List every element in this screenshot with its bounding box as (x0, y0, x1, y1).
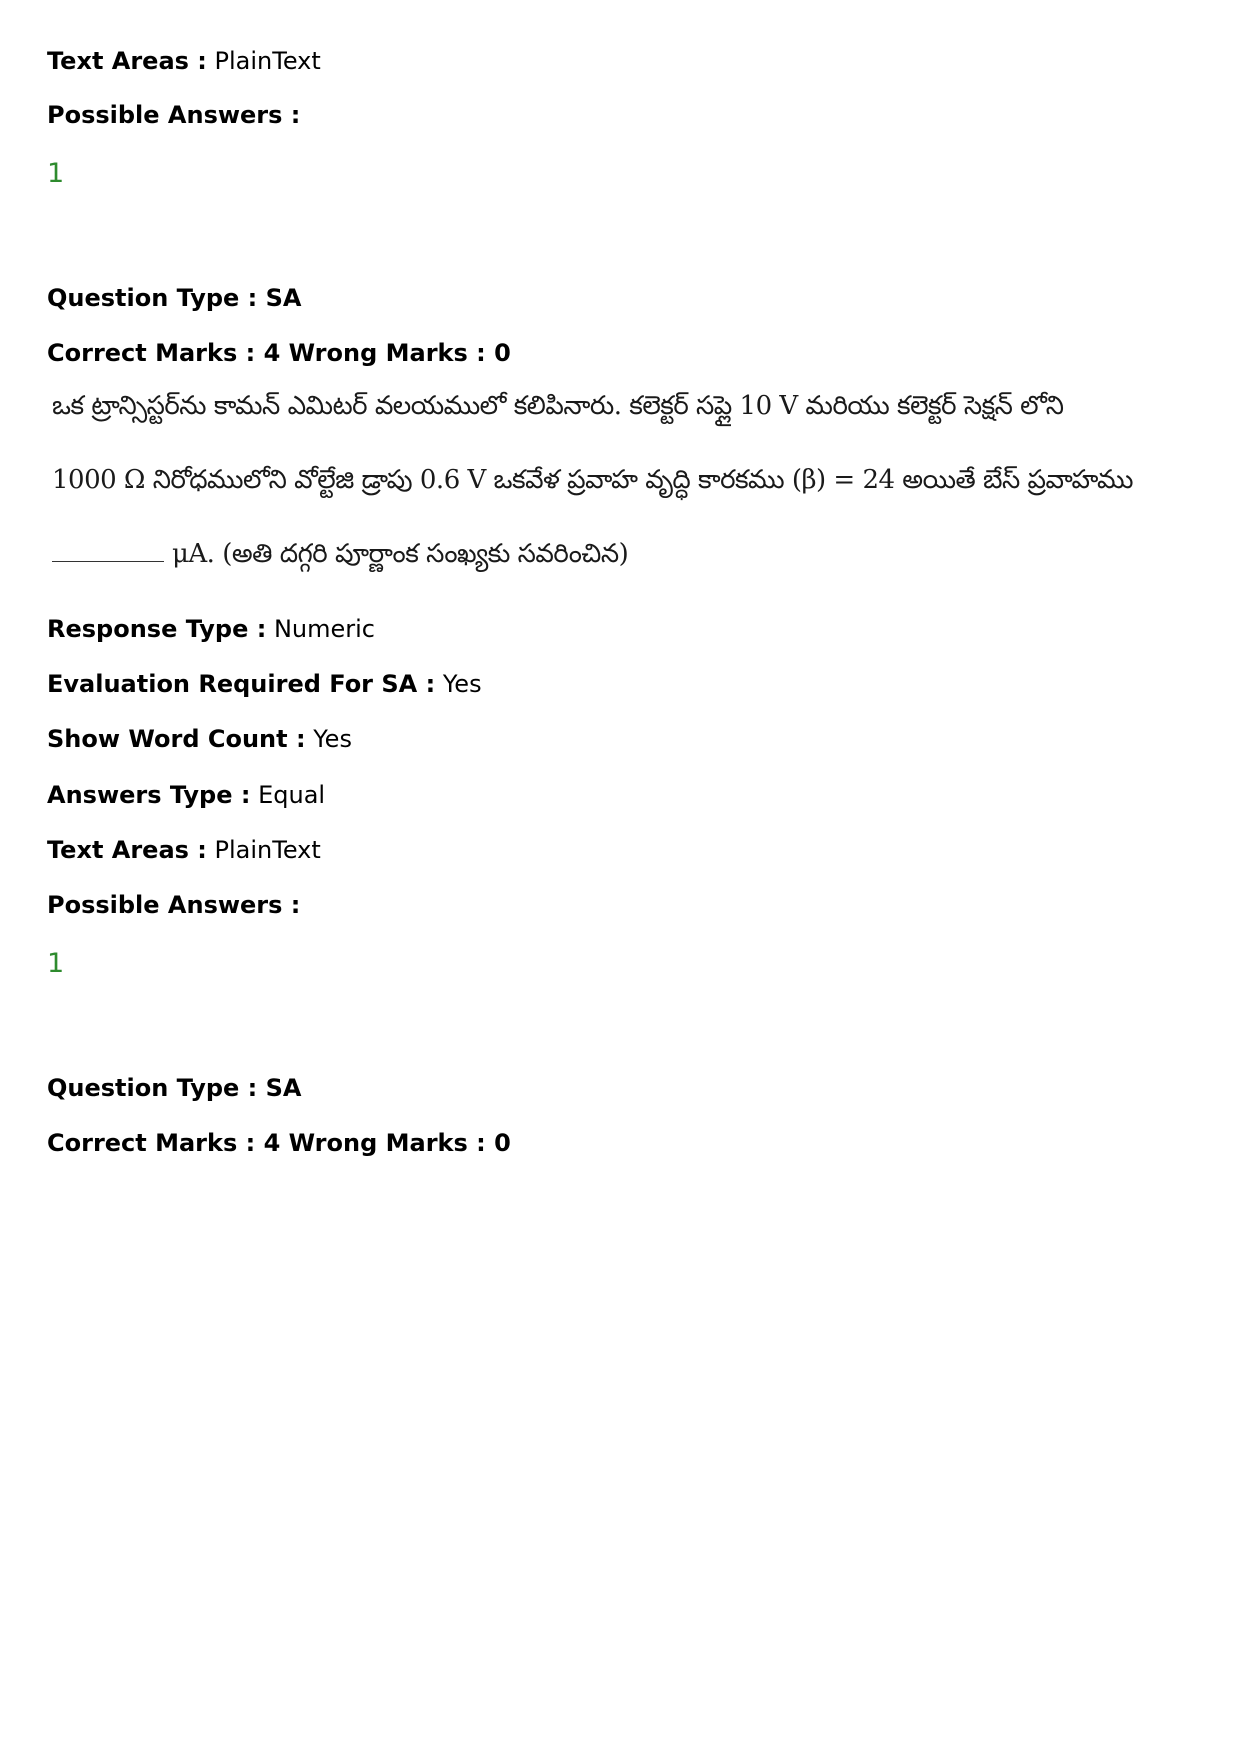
evaluation-label: Evaluation Required For SA : (47, 670, 436, 698)
answer-blank (52, 561, 164, 562)
text-areas-row (47, 46, 321, 76)
response-type-row (47, 614, 375, 644)
next-question-type-label: Question Type : SA (47, 1074, 302, 1102)
answers-type-value: Equal (258, 781, 326, 809)
evaluation-row (47, 669, 482, 699)
possible-answer-value: 1 (47, 158, 65, 189)
next-marks-label: Correct Marks : 4 Wrong Marks : 0 (47, 1129, 511, 1157)
text-areas-label-2: Text Areas : (47, 836, 207, 864)
text-areas-value: PlainText (214, 47, 321, 75)
question-text-line-3 (52, 537, 628, 571)
question-text-line-3-text: μA. (అతి దగ్గరి పూర్ణాంక సంఖ్యకు సవరించిన) (172, 539, 629, 569)
word-count-label: Show Word Count : (47, 725, 306, 753)
word-count-value: Yes (313, 725, 352, 753)
text-areas-label: Text Areas : (47, 47, 207, 75)
possible-answers-label-2: Possible Answers : (47, 891, 301, 919)
word-count-row (47, 724, 352, 754)
possible-answer-value-2: 1 (47, 948, 65, 979)
question-text-line-2: 1000 Ω నిరోధములోని వోల్టేజి డ్రాపు 0.6 V ఒకవేళ ప్రవాహ వృద్ధి కారకము (β) = 24 అయితే బేస్ ప్రవాహము (52, 465, 1134, 495)
response-type-value: Numeric (273, 615, 375, 643)
marks-label: Correct Marks : 4 Wrong Marks : 0 (47, 339, 511, 367)
response-type-label: Response Type : (47, 615, 267, 643)
answers-type-label: Answers Type : (47, 781, 251, 809)
text-areas-row-2 (47, 835, 321, 865)
possible-answers-label: Possible Answers : (47, 101, 301, 129)
answers-type-row (47, 780, 325, 810)
question-type-label: Question Type : SA (47, 284, 302, 312)
text-areas-value-2: PlainText (214, 836, 321, 864)
evaluation-value: Yes (442, 670, 482, 698)
question-text-line-1: ఒక ట్రాన్సిస్టర్‌ను కామన్ ఎమిటర్ వలయములో కలిపినారు. కలెక్టర్ సప్లై 10 V మరియు కలెక్టర్ సెక్షన్ లోని (52, 391, 1064, 421)
